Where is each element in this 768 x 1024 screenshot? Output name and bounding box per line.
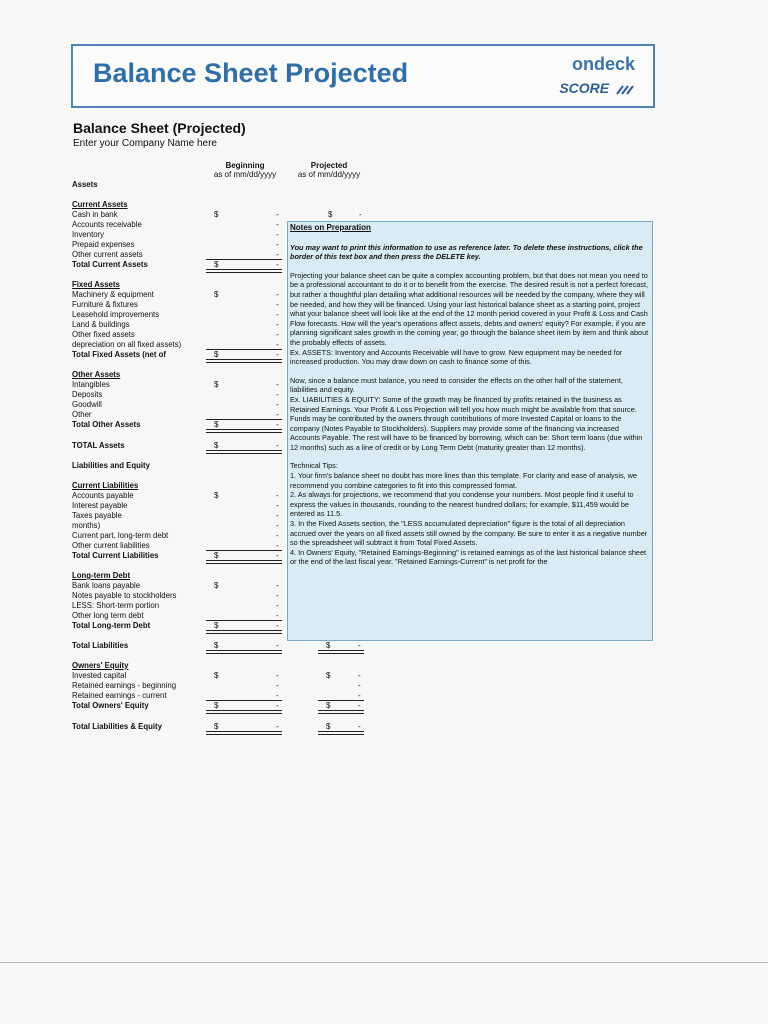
line-re-beginning: Retained earnings - beginning (72, 681, 177, 690)
section-long-term-debt: Long-term Debt (72, 571, 131, 580)
line-months: months) (72, 521, 101, 530)
line-invested-capital: Invested capital (72, 671, 127, 680)
line-bank-loans: Bank loans payable (72, 581, 141, 590)
company-name-placeholder: Enter your Company Name here (73, 138, 217, 149)
notes-title: Notes on Preparation (290, 223, 371, 232)
value-dash: - (276, 260, 279, 269)
column-date-beginning: as of mm/dd/yyyy (213, 170, 277, 179)
total-double-rule (206, 650, 282, 654)
total-rule (206, 700, 282, 701)
score-logo-text: SCORE (559, 80, 610, 96)
value-dash: - (276, 340, 279, 349)
currency-sign: $ (326, 641, 331, 650)
value-dash: - (276, 621, 279, 630)
value-dash: - (276, 330, 279, 339)
value-dash: - (276, 380, 279, 389)
notes-tip: 3. In the Fixed Assets section, the "LESS accumulated depreciation" figure is the total of all depreciation accrued over the years on all fixed assets still owned by the company. Be sure to enter it as a negative number so the spreadsheet will subtract it from Total Fixed Assets. (290, 519, 648, 548)
currency-sign: $ (214, 210, 219, 219)
value-dash: - (276, 531, 279, 540)
line-cash: Cash in bank (72, 210, 118, 219)
value-dash: - (276, 400, 279, 409)
currency-sign: $ (214, 350, 219, 359)
value-dash: - (276, 210, 279, 219)
currency-sign: $ (214, 380, 219, 389)
value-dash: - (276, 220, 279, 229)
currency-sign: $ (214, 701, 219, 710)
section-owners-equity: Owners' Equity (72, 661, 129, 670)
line-re-current: Retained earnings - current (72, 691, 167, 700)
currency-sign: $ (214, 581, 219, 590)
banner-title: Balance Sheet Projected (93, 58, 409, 88)
section-other-assets: Other Assets (72, 370, 121, 379)
document-title: Balance Sheet (Projected) (73, 120, 246, 136)
value-dash: - (276, 581, 279, 590)
value-dash: - (276, 611, 279, 620)
column-header-projected (292, 161, 366, 179)
column-label-beginning: Beginning (225, 161, 265, 170)
value-dash: - (276, 601, 279, 610)
header-banner (71, 44, 655, 108)
line-machinery: Machinery & equipment (72, 290, 154, 299)
notes-paragraph: Projecting your balance sheet can be quite a complex accounting problem, but that does not mean you need to be a professional accountant to do it or to benefit from the exercise. The desired result is not a perfect forecast, but rather a thoughtful plan detailing what additional resources will be needed by the company, where they will be needed, and how they will be financed. Using your last historical balance sheet as a starting point, project what your balance sheet will look like at the end of the 12 month period covered in your Profit & Loss and Cash Flow forecasts. How will the year's operations affect assets, debts and owners' equity? For example, if you are planning significant sales growth in the coming year, go through the balance sheet item by item and think about the probably effects of assets. (290, 270, 649, 347)
line-intangibles: Intangibles (72, 380, 110, 389)
currency-sign: $ (214, 420, 219, 429)
line-total-current-assets: Total Current Assets (72, 260, 148, 269)
notes-tip: 2. As always for projections, we recommend that you condense your numbers. Most people find it useful to express the values in thousands, rounding to the nearest hundred dollars; for example, $11,459 would be entered as 11.5. (290, 490, 634, 519)
line-total-ltd: Total Long-term Debt (72, 621, 151, 630)
currency-sign: $ (214, 621, 219, 630)
value-dash: - (276, 691, 279, 700)
line-ar: Accounts receivable (72, 220, 142, 229)
notes-tip: 1. Your firm's balance sheet no doubt has more lines than this template. For clarity and ease of analysis, we recommend you combine categories to fit into this compressed format. (290, 471, 637, 490)
total-rule (206, 550, 282, 551)
line-other-fixed: Other fixed assets (72, 330, 135, 339)
section-assets: Assets (72, 180, 98, 189)
score-swoosh-icon (615, 83, 635, 95)
value-dash: - (276, 300, 279, 309)
score-logo (559, 80, 635, 96)
currency-sign: $ (326, 722, 331, 731)
notes-tip: 4. In Owners' Equity, "Retained Earnings-Beginning" is retained earnings as of the last historical balance sheet or the end of the last fiscal year. "Retained Earnings-Current" is net profit for the (290, 547, 647, 567)
value-dash: - (276, 501, 279, 510)
currency-sign: $ (214, 671, 219, 680)
line-other-ltd: Other long term debt (72, 611, 144, 620)
total-double-rule (206, 560, 282, 564)
value-dash: - (276, 420, 279, 429)
total-rule (206, 620, 282, 621)
currency-sign: $ (214, 491, 219, 500)
scan-edge (0, 962, 768, 963)
value-dash: - (276, 551, 279, 560)
value-dash: - (276, 722, 279, 731)
line-total-owners-equity: Total Owners' Equity (72, 701, 149, 710)
line-total-other: Total Other Assets (72, 420, 141, 429)
currency-sign: $ (214, 441, 219, 450)
line-depreciation: depreciation on all fixed assets) (72, 340, 182, 349)
value-dash: - (359, 210, 362, 219)
value-dash: - (358, 722, 361, 731)
value-dash: - (276, 230, 279, 239)
line-inventory: Inventory (72, 230, 105, 239)
total-rule (318, 700, 364, 701)
notes-paragraph: Now, since a balance must balance, you need to consider the effects on the other half of the statement, liabilities and equity. (290, 375, 623, 395)
value-dash: - (276, 641, 279, 650)
line-total-fixed: Total Fixed Assets (net of (72, 350, 167, 359)
value-dash: - (276, 521, 279, 530)
value-dash: - (276, 591, 279, 600)
line-other: Other (72, 410, 92, 419)
currency-sign: $ (214, 290, 219, 299)
total-rule (206, 349, 282, 350)
value-dash: - (276, 511, 279, 520)
value-dash: - (276, 410, 279, 419)
line-other-current-liab: Other current liabilities (72, 541, 150, 550)
currency-sign: $ (328, 210, 333, 219)
total-double-rule (206, 359, 282, 363)
currency-sign: $ (214, 551, 219, 560)
currency-sign: $ (214, 722, 219, 731)
total-rule (206, 419, 282, 420)
line-prepaid: Prepaid expenses (72, 240, 135, 249)
section-current-liabilities: Current Liabilities (72, 481, 139, 490)
currency-sign: $ (326, 671, 331, 680)
value-dash: - (276, 290, 279, 299)
column-label-projected: Projected (310, 161, 348, 170)
notes-paragraph: Ex. ASSETS: Inventory and Accounts Receivable will have to grow. New equipment may be needed for increased production. You may draw down on cash to finance some of this. (290, 347, 623, 367)
line-less-short-term: LESS: Short-term portion (72, 601, 160, 610)
notes-tips-title: Technical Tips: (290, 461, 338, 471)
value-dash: - (276, 541, 279, 550)
section-liabilities-equity: Liabilities and Equity (72, 461, 150, 470)
currency-sign: $ (326, 701, 331, 710)
line-leasehold: Leasehold improvements (72, 310, 160, 319)
value-dash: - (276, 491, 279, 500)
total-double-rule (206, 429, 282, 433)
line-other-current: Other current assets (72, 250, 143, 259)
value-dash: - (276, 681, 279, 690)
line-total-assets: TOTAL Assets (72, 441, 125, 450)
line-land: Land & buildings (72, 320, 130, 329)
value-dash: - (276, 441, 279, 450)
column-header-beginning (208, 161, 282, 179)
value-dash: - (276, 390, 279, 399)
value-dash: - (276, 310, 279, 319)
currency-sign: $ (214, 260, 219, 269)
currency-sign: $ (214, 641, 219, 650)
value-dash: - (358, 641, 361, 650)
total-double-rule (206, 731, 282, 735)
line-total-liab-equity: Total Liabilities & Equity (72, 722, 162, 731)
notes-text-box[interactable] (287, 221, 653, 641)
column-date-projected: as of mm/dd/yyyy (297, 170, 361, 179)
total-double-rule (206, 630, 282, 634)
value-dash: - (276, 671, 279, 680)
value-dash: - (276, 701, 279, 710)
section-current-assets: Current Assets (72, 200, 128, 209)
value-dash: - (276, 240, 279, 249)
line-current-ltd: Current part, long-term debt (72, 531, 169, 540)
line-deposits: Deposits (72, 390, 103, 399)
value-dash: - (358, 701, 361, 710)
total-rule (206, 259, 282, 260)
line-interest: Interest payable (72, 501, 128, 510)
total-double-rule (318, 650, 364, 654)
line-taxes: Taxes payable (72, 511, 122, 520)
line-notes-stockholders: Notes payable to stockholders (72, 591, 177, 600)
value-dash: - (276, 350, 279, 359)
value-dash: - (358, 681, 361, 690)
notes-instruction: You may want to print this information to use as reference later. To delete these instructions, click the border of this text box and then press the DELETE key. (290, 242, 643, 262)
value-dash: - (358, 691, 361, 700)
notes-paragraph: Ex. LIABILITIES & EQUITY: Some of the growth may be financed by profits retained in the business as Retained Earnings. Your Profit & Loss Projection will tell you how much might be available from that source. Funds may be contributed by the owners through contributions of more Invested Capital or loans to the company (Notes Payable to Stockholders). Suppliers may provide some of the financing via increased Accounts Payable. The rest will have to be financed by borrowing, which can be: Short term loans (due within 12 months) such as a line of credit or by Long Term Debt (maturity greater than 12 months). (290, 394, 643, 452)
line-furniture: Furniture & fixtures (72, 300, 138, 309)
value-dash: - (276, 250, 279, 259)
total-double-rule (206, 710, 282, 714)
total-double-rule (318, 710, 364, 714)
line-ap: Accounts payable (72, 491, 134, 500)
line-goodwill: Goodwill (72, 400, 102, 409)
value-dash: - (358, 671, 361, 680)
section-fixed-assets: Fixed Assets (72, 280, 120, 289)
total-double-rule (318, 731, 364, 735)
value-dash: - (276, 320, 279, 329)
total-double-rule (206, 269, 282, 273)
line-total-liabilities: Total Liabilities (72, 641, 129, 650)
ondeck-logo: ondeck (571, 54, 635, 74)
line-total-current-liab: Total Current Liabilities (72, 551, 159, 560)
total-double-rule (206, 450, 282, 454)
